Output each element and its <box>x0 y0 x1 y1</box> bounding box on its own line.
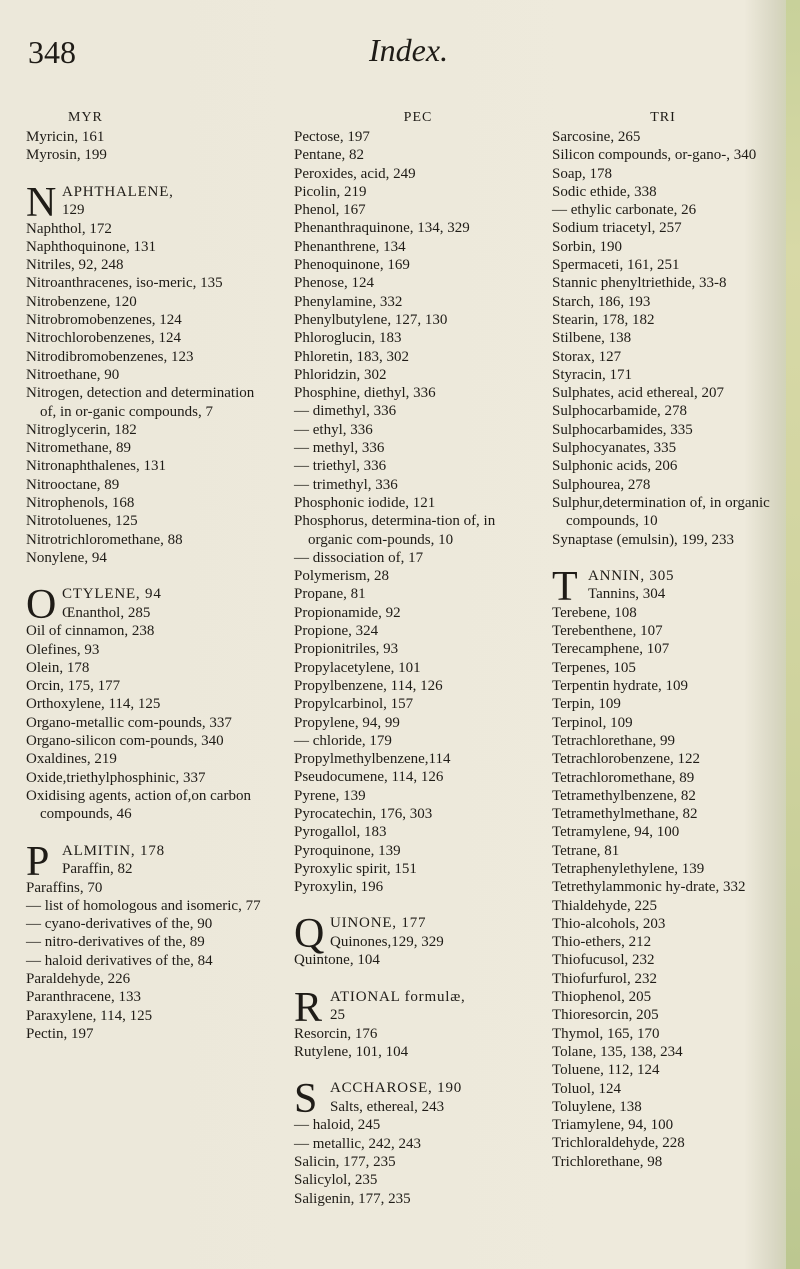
index-entry: Oxidising agents, action of,on carbon compounds, 46 <box>26 787 251 823</box>
index-entry: Toluol, 124 <box>552 1080 621 1097</box>
index-entry: Phenanthrene, 134 <box>294 238 406 255</box>
column-guide-word: PEC <box>403 110 433 125</box>
index-entry: Pyroquinone, 139 <box>294 842 401 859</box>
index-entry: Propione, 324 <box>294 623 379 640</box>
index-entry: Olein, 178 <box>26 659 90 676</box>
index-entry: Nitrotrichloromethane, 88 <box>26 531 183 548</box>
index-entry: Pentane, 82 <box>294 147 364 164</box>
drop-capital: R <box>294 984 323 1031</box>
index-entry: — haloid derivatives of the, 84 <box>26 952 213 969</box>
index-entry: Œnanthol, 285 <box>62 604 151 621</box>
drop-capital: N <box>26 179 57 226</box>
index-entry: Pyroxylic spirit, 151 <box>294 860 417 877</box>
drop-capital-lines <box>62 842 272 879</box>
index-entry: Nonylene, 94 <box>26 549 107 566</box>
index-entry: Thio-alcohols, 203 <box>552 915 666 932</box>
index-entry: 25 <box>330 1007 345 1024</box>
section-opening <box>26 179 272 226</box>
index-entry: Propylmethylbenzene,114 <box>294 751 451 768</box>
index-entry: Orcin, 175, 177 <box>26 678 121 695</box>
index-entry: Tetramethylmethane, 82 <box>552 806 698 823</box>
running-title: Index. <box>369 32 449 68</box>
letter-section-p <box>26 838 272 1044</box>
index-entry: Stannic phenyltriethide, 33-8 <box>552 275 727 292</box>
index-entry: — chloride, 179 <box>294 732 392 749</box>
column-guide-word: TRI <box>650 110 676 125</box>
index-entry: Terpinol, 109 <box>552 714 633 731</box>
index-entry: Peroxides, acid, 249 <box>294 165 416 182</box>
drop-capital-lines <box>62 183 272 220</box>
index-entry: — triethyl, 336 <box>294 458 387 475</box>
index-entry: Salicin, 177, 235 <box>294 1153 396 1170</box>
index-entry: Sodium triacetyl, 257 <box>552 220 682 237</box>
index-entry: Sulphocyanates, 335 <box>552 440 677 457</box>
index-column-2 <box>294 82 542 1208</box>
index-entry: Terebene, 108 <box>552 604 637 621</box>
index-entry: Thiofurfurol, 232 <box>552 970 657 987</box>
index-entry: Soap, 178 <box>552 165 612 182</box>
index-entry: Propane, 81 <box>294 586 366 603</box>
letter-section-n <box>26 179 272 568</box>
index-entry: Starch, 186, 193 <box>552 293 651 310</box>
index-entry: Pyrocatechin, 176, 303 <box>294 805 433 822</box>
index-entry: Tolane, 135, 138, 234 <box>552 1043 683 1060</box>
section-opening <box>552 563 774 610</box>
index-entry: Salicylol, 235 <box>294 1172 378 1189</box>
index-entry: — list of homologous and isomeric, 77 <box>26 897 261 914</box>
index-entry: Phenylamine, 332 <box>294 293 403 310</box>
index-entry: Terebenthene, 107 <box>552 623 663 640</box>
index-entry: Sorbin, 190 <box>552 238 623 255</box>
index-entry: Phenoquinone, 169 <box>294 257 410 274</box>
index-entry: 129 <box>62 201 85 218</box>
index-entry: — methyl, 336 <box>294 440 385 457</box>
section-opening <box>294 984 542 1031</box>
index-entry: — dissociation of, 17 <box>294 549 424 566</box>
index-entry: Nitrodibromobenzenes, 123 <box>26 348 194 365</box>
index-entry: Terpenes, 105 <box>552 659 636 676</box>
index-entry: Sulphocarbamides, 335 <box>552 421 693 438</box>
index-entry: Sodic ethide, 338 <box>552 183 657 200</box>
index-entry: ATIONAL formulæ, <box>330 988 466 1005</box>
index-entry: Paraffin, 82 <box>62 860 133 877</box>
index-entry: Synaptase (emulsin), 199, 233 <box>552 531 735 548</box>
index-entry: Propylbenzene, 114, 126 <box>294 677 443 694</box>
index-entries <box>552 128 774 1171</box>
index-column-1 <box>26 82 272 1043</box>
index-entry: Picolin, 219 <box>294 183 367 200</box>
index-entry: Trichlorethane, 98 <box>552 1153 663 1170</box>
drop-capital: T <box>552 563 578 610</box>
index-entry: Tetramethylbenzene, 82 <box>552 787 696 804</box>
drop-capital: O <box>26 582 57 629</box>
index-entry: Naphthoquinone, 131 <box>26 238 156 255</box>
drop-capital-lines <box>330 1079 542 1116</box>
section-opening <box>26 838 272 885</box>
index-entry: — metallic, 242, 243 <box>294 1135 422 1152</box>
letter-section-o <box>26 582 272 823</box>
letter-section-r <box>294 984 542 1062</box>
index-entry: Phloroglucin, 183 <box>294 330 402 347</box>
index-entry: Quinones,129, 329 <box>330 933 444 950</box>
index-entry: Nitroglycerin, 182 <box>26 421 137 438</box>
index-entry: ACCHAROSE, 190 <box>330 1080 463 1097</box>
section-opening <box>294 911 542 958</box>
index-entry: Spermaceti, 161, 251 <box>552 257 680 274</box>
index-entry: Stearin, 178, 182 <box>552 311 655 328</box>
index-entry: — nitro-derivatives of the, 89 <box>26 934 205 951</box>
index-entry: Thiophenol, 205 <box>552 989 652 1006</box>
index-entry: Storax, 127 <box>552 348 622 365</box>
index-entry: Styracin, 171 <box>552 366 632 383</box>
index-entry: Rutylene, 101, 104 <box>294 1044 409 1061</box>
index-entry: Polymerism, 28 <box>294 568 390 585</box>
column-guide-word: MYR <box>68 110 103 125</box>
index-entry: Myricin, 161 <box>26 129 105 145</box>
drop-capital-lines <box>62 585 272 622</box>
index-entry: Nitrotoluenes, 125 <box>26 513 138 530</box>
letter-section-t <box>552 563 774 1171</box>
index-entry: Tetrachlorobenzene, 122 <box>552 751 701 768</box>
index-entry: Olefines, 93 <box>26 641 100 658</box>
index-entry: Pyrogallol, 183 <box>294 824 387 841</box>
continued-section <box>26 128 272 165</box>
index-entry: Thialdehyde, 225 <box>552 897 657 914</box>
letter-section-s <box>294 1076 542 1207</box>
section-opening <box>26 582 272 629</box>
continued-section <box>552 128 774 549</box>
index-entry: Propylacetylene, 101 <box>294 659 421 676</box>
index-entry: Pyroxylin, 196 <box>294 879 384 896</box>
index-entry: Phloretin, 183, 302 <box>294 348 409 365</box>
index-entry: Tetrane, 81 <box>552 842 620 859</box>
index-entry: Thio-ethers, 212 <box>552 934 652 951</box>
index-entry: Nitriles, 92, 248 <box>26 257 124 274</box>
index-entry: — trimethyl, 336 <box>294 476 398 493</box>
index-entry: Oil of cinnamon, 238 <box>26 623 155 640</box>
index-entry: Propylene, 94, 99 <box>294 714 400 731</box>
index-entry: Pectose, 197 <box>294 129 370 145</box>
index-entry: Terpin, 109 <box>552 696 621 713</box>
index-entry: Phenylbutylene, 127, 130 <box>294 311 448 328</box>
index-entry: Salts, ethereal, 243 <box>330 1098 445 1115</box>
index-entry: — haloid, 245 <box>294 1117 381 1134</box>
index-entry: Nitrophenols, 168 <box>26 495 135 512</box>
index-entry: Saligenin, 177, 235 <box>294 1190 411 1207</box>
index-entry: Phosphorus, determina-tion of, in organic com-pounds, 10 <box>294 513 496 548</box>
index-entry: Thymol, 165, 170 <box>552 1025 660 1042</box>
index-entry: Nitrochlorobenzenes, 124 <box>26 330 181 347</box>
index-entry: Organo-silicon com-pounds, 340 <box>26 733 224 750</box>
index-entry: Pyrene, 139 <box>294 787 366 804</box>
index-entry: Propionitriles, 93 <box>294 641 399 658</box>
index-entry: — ethyl, 336 <box>294 421 373 438</box>
index-entry: Pseudocumene, 114, 126 <box>294 769 444 786</box>
index-entry: Tannins, 304 <box>588 586 666 603</box>
drop-capital: P <box>26 838 50 885</box>
index-entry: Thioresorcin, 205 <box>552 1007 659 1024</box>
index-entry: Nitromethane, 89 <box>26 440 131 457</box>
index-entry: Phloridzin, 302 <box>294 366 387 383</box>
index-entry: Resorcin, 176 <box>294 1025 378 1042</box>
index-entry: Quintone, 104 <box>294 952 380 969</box>
index-entry: Organo-metallic com-pounds, 337 <box>26 714 232 731</box>
index-entry: Phosphine, diethyl, 336 <box>294 385 436 402</box>
index-entry: Terpentin hydrate, 109 <box>552 678 688 695</box>
index-entry: Stilbene, 138 <box>552 330 632 347</box>
index-entry: ALMITIN, 178 <box>62 842 165 859</box>
index-entry: Phosphonic iodide, 121 <box>294 494 436 511</box>
index-entry: Oxide,triethylphosphinic, 337 <box>26 769 206 786</box>
index-entry: Silicon compounds, or-gano-, 340 <box>552 147 757 164</box>
index-entry: Paranthracene, 133 <box>26 989 141 1006</box>
index-entry: Nitrobenzene, 120 <box>26 293 137 310</box>
index-entry: Tetrachlorethane, 99 <box>552 732 676 749</box>
drop-capital: Q <box>294 911 325 958</box>
index-entry: Thiofucusol, 232 <box>552 952 655 969</box>
index-entry: Toluylene, 138 <box>552 1098 642 1115</box>
index-entries <box>26 128 272 1043</box>
index-entry: Nitrogen, detection and determination of, in or-ganic compounds, 7 <box>26 385 255 420</box>
index-entry: Sulphourea, 278 <box>552 476 651 493</box>
index-entry: Naphthol, 172 <box>26 220 112 237</box>
index-entry: Propionamide, 92 <box>294 604 401 621</box>
index-entry: Triamylene, 94, 100 <box>552 1117 674 1134</box>
index-entry: Sulphur,determination of, in organic compounds, 10 <box>552 494 770 530</box>
index-entry: Nitroethane, 90 <box>26 366 120 383</box>
letter-section-q <box>294 911 542 969</box>
index-entry: Nitrooctane, 89 <box>26 476 120 493</box>
index-entry: — dimethyl, 336 <box>294 403 397 420</box>
index-entry: Terecamphene, 107 <box>552 641 670 658</box>
index-entry: Paraffins, 70 <box>26 879 103 896</box>
index-entry: Tetramylene, 94, 100 <box>552 824 680 841</box>
index-entry: Pectin, 197 <box>26 1025 94 1042</box>
index-entry: Sulphonic acids, 206 <box>552 458 678 475</box>
index-entry: Myrosin, 199 <box>26 147 107 164</box>
index-entry: Phenol, 167 <box>294 202 366 219</box>
index-entry: CTYLENE, 94 <box>62 586 162 603</box>
drop-capital-lines <box>330 988 542 1025</box>
index-entry: Oxaldines, 219 <box>26 751 117 768</box>
index-entry: Sulphates, acid ethereal, 207 <box>552 385 725 402</box>
continued-section <box>294 128 542 896</box>
index-entry: Phenanthraquinone, 134, 329 <box>294 220 470 237</box>
page-number: 348 <box>28 34 76 70</box>
index-entry: Phenose, 124 <box>294 275 374 292</box>
index-entry: Nitronaphthalenes, 131 <box>26 458 166 475</box>
index-entry: UINONE, 177 <box>330 915 427 932</box>
drop-capital-lines <box>330 914 542 951</box>
index-entry: Nitroanthracenes, iso-meric, 135 <box>26 275 223 292</box>
page-edge <box>786 0 800 1269</box>
index-entry: ANNIN, 305 <box>588 567 675 584</box>
index-entry: Trichloraldehyde, 228 <box>552 1135 685 1152</box>
index-entry: Tetrachloromethane, 89 <box>552 769 695 786</box>
index-entry: — ethylic carbonate, 26 <box>552 202 697 219</box>
index-entry: Tetraphenylethylene, 139 <box>552 860 705 877</box>
index-entry: Sarcosine, 265 <box>552 129 641 145</box>
index-entry: Propylcarbinol, 157 <box>294 696 414 713</box>
index-entry: APHTHALENE, <box>62 183 174 200</box>
drop-capital: S <box>294 1076 318 1123</box>
section-opening <box>294 1076 542 1123</box>
index-entry: Nitrobromobenzenes, 124 <box>26 312 182 329</box>
index-entry: Toluene, 112, 124 <box>552 1062 660 1079</box>
index-entry: Tetrethylammonic hy-drate, 332 <box>552 879 746 896</box>
index-column-3 <box>552 82 774 1171</box>
drop-capital-lines <box>588 567 774 604</box>
index-entry: Orthoxylene, 114, 125 <box>26 696 161 713</box>
index-entry: — cyano-derivatives of the, 90 <box>26 916 213 933</box>
index-entry: Sulphocarbamide, 278 <box>552 403 687 420</box>
index-entry: Paraldehyde, 226 <box>26 970 131 987</box>
index-entries <box>294 128 542 1208</box>
index-entry: Paraxylene, 114, 125 <box>26 1007 153 1024</box>
